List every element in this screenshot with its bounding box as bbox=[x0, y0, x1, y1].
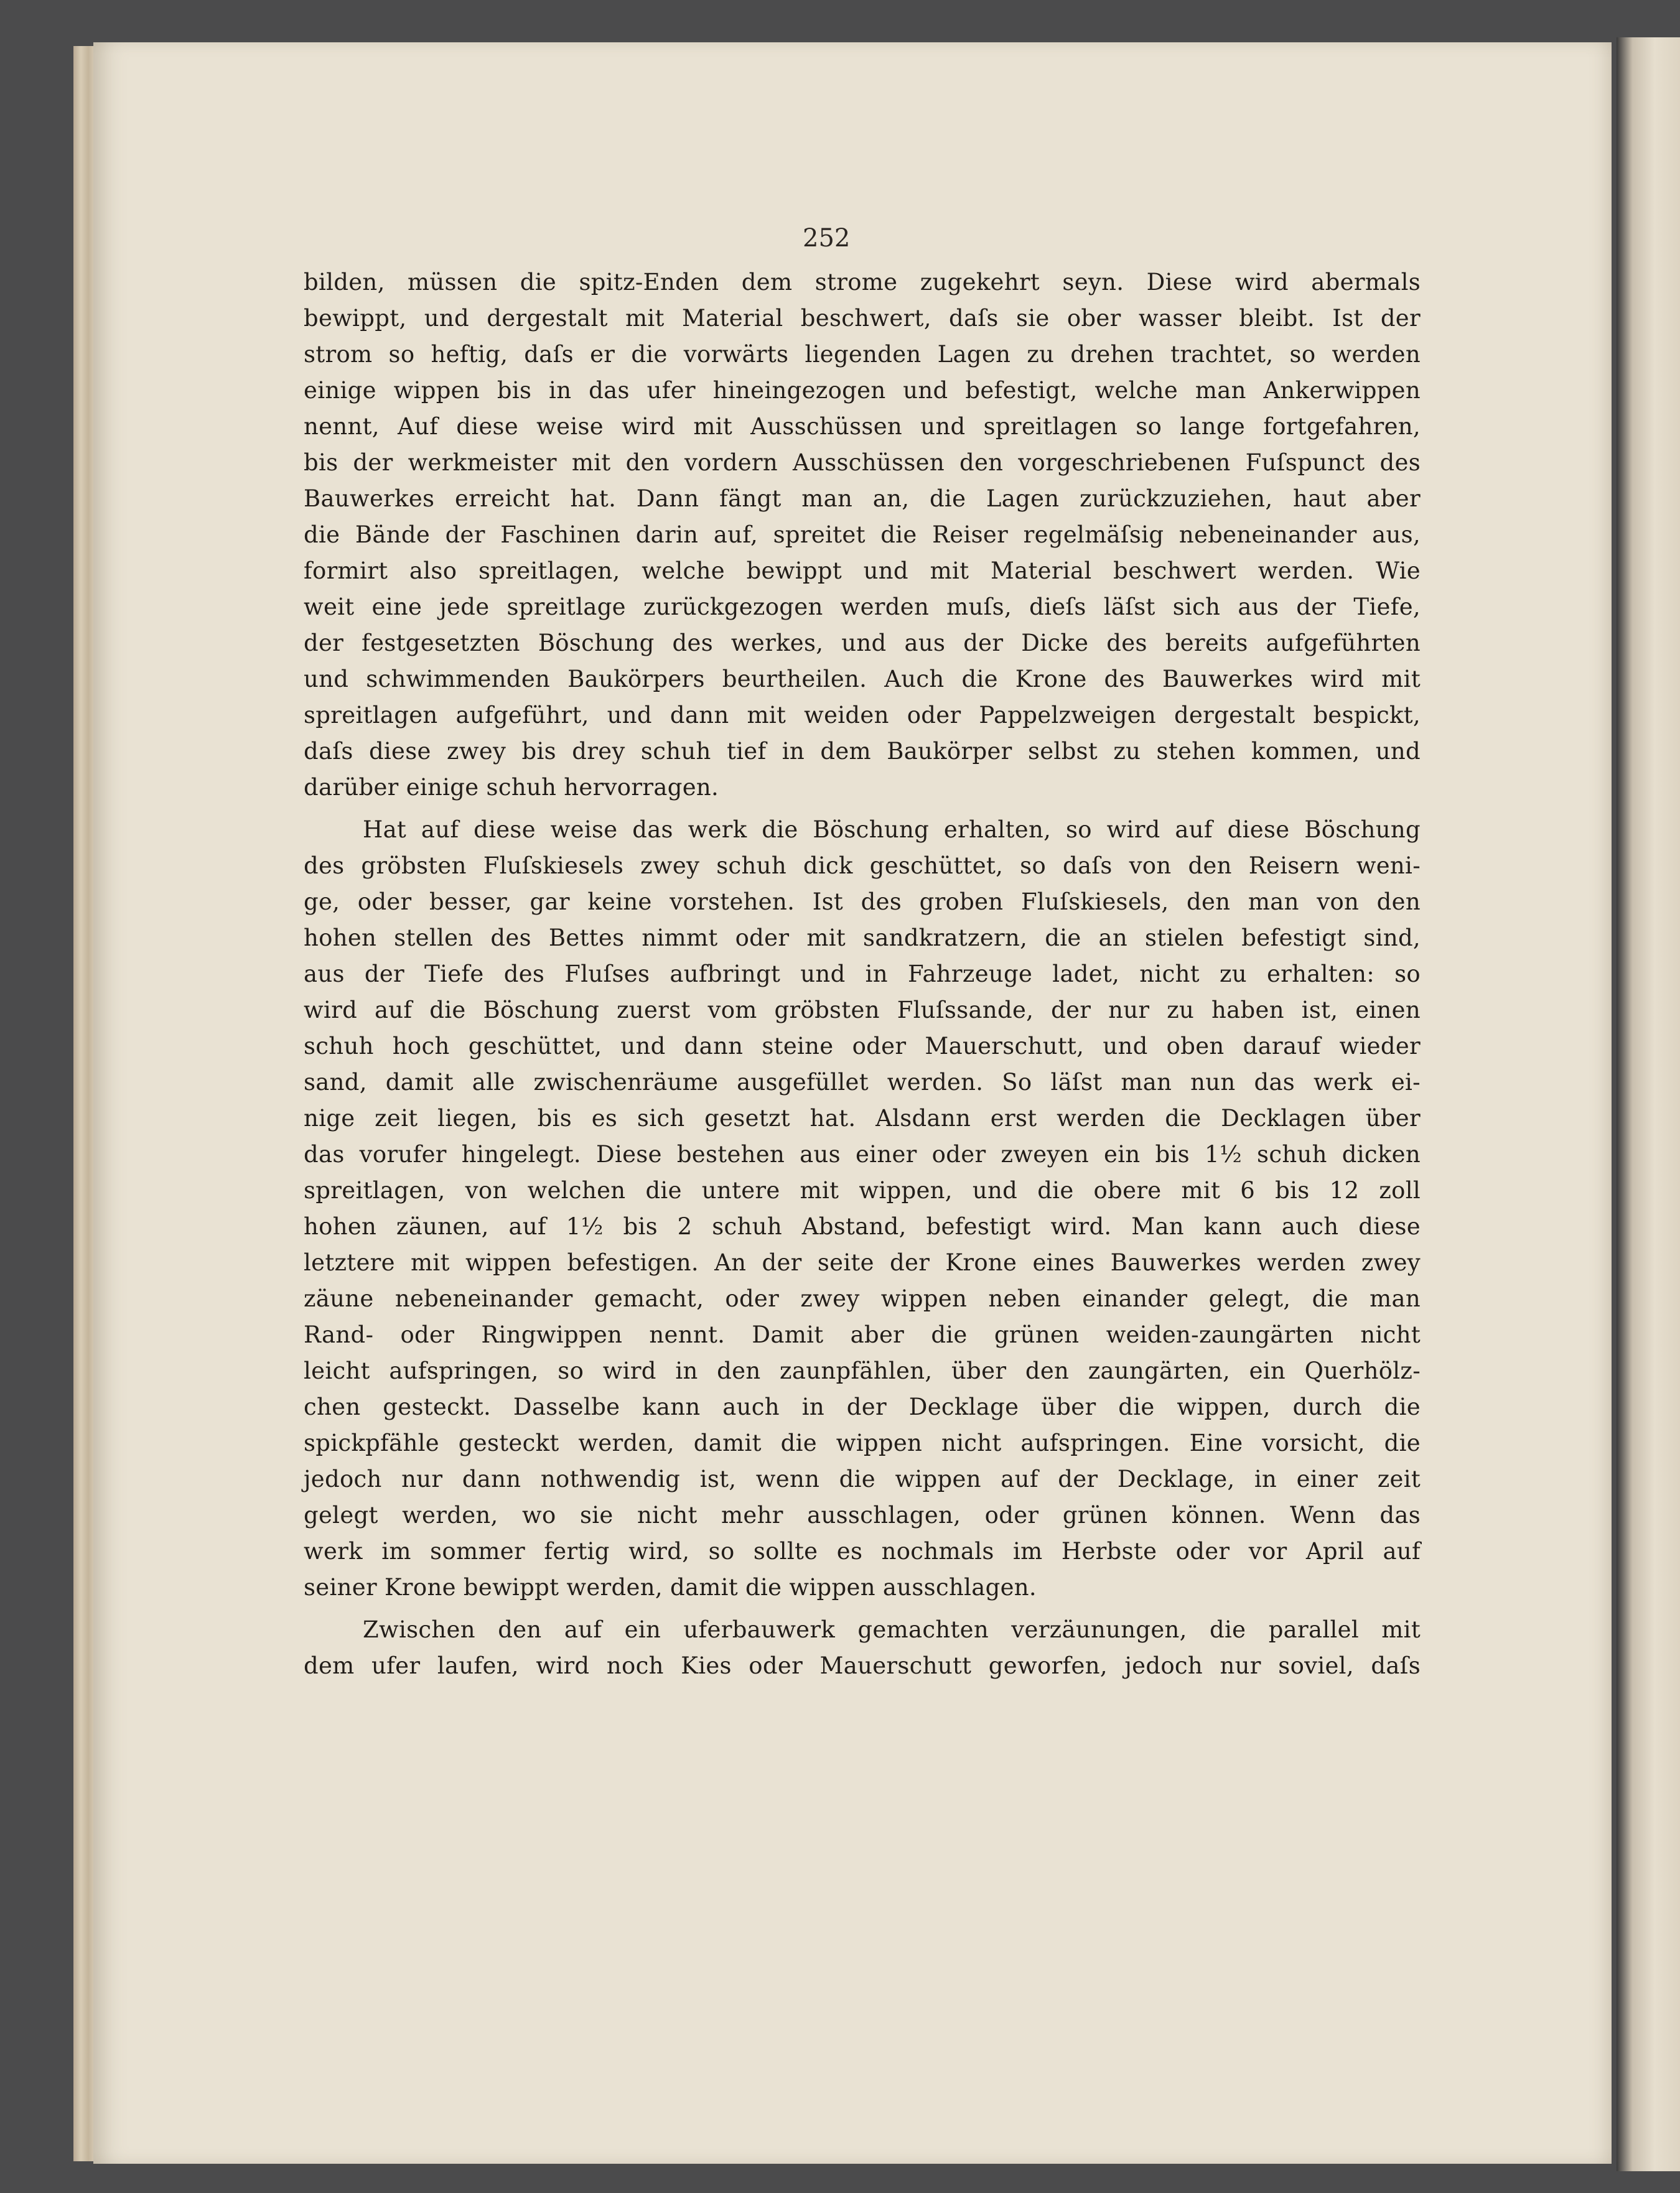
text-line: einige wippen bis in das ufer hineingezogen und befestigt, welche man Ankerwippen bbox=[304, 377, 1421, 404]
text-line: gelegt werden, wo sie nicht mehr ausschlagen, oder grünen können. Wenn das bbox=[304, 1502, 1421, 1529]
text-line: weit eine jede spreitlage zurückgezogen werden muſs, dieſs läſst sich aus der Tiefe, bbox=[304, 594, 1421, 620]
text-line: spreitlagen, von welchen die untere mit wippen, und die obere mit 6 bis 12 zoll bbox=[304, 1177, 1421, 1204]
text-line: daſs diese zwey bis drey schuh tief in dem Baukörper selbst zu stehen kommen, und bbox=[304, 738, 1421, 765]
text-line: leicht aufspringen, so wird in den zaunpfählen, über den zaungärten, ein Querhölz- bbox=[304, 1357, 1421, 1384]
text-line: Zwischen den auf ein uferbauwerk gemachten verzäunungen, die parallel mit bbox=[363, 1616, 1421, 1643]
text-line: schuh hoch geschüttet, und dann steine oder Mauerschutt, und oben darauf wieder bbox=[304, 1033, 1421, 1059]
text-line: nige zeit liegen, bis es sich gesetzt hat. Alsdann erst werden die Decklagen über bbox=[304, 1105, 1421, 1132]
text-line: dem ufer laufen, wird noch Kies oder Mauerschutt geworfen, jedoch nur soviel, daſs bbox=[304, 1652, 1421, 1679]
paragraph-3 bbox=[304, 1612, 1421, 1684]
text-line: formirt also spreitlagen, welche bewippt und mit Material beschwert werden. Wie bbox=[304, 557, 1421, 584]
body-text bbox=[304, 264, 1421, 1684]
text-line: sand, damit alle zwischenräume ausgefüllet werden. So läſst man nun das werk ei- bbox=[304, 1069, 1421, 1096]
text-line: zäune nebeneinander gemacht, oder zwey wippen neben einander gelegt, die man bbox=[304, 1285, 1421, 1312]
paragraph-1 bbox=[304, 264, 1421, 806]
text-line: darüber einige schuh hervorragen. bbox=[304, 774, 719, 801]
paragraph-gap bbox=[304, 1606, 1421, 1612]
text-line: jedoch nur dann nothwendig ist, wenn die wippen auf der Decklage, in einer zeit bbox=[304, 1466, 1421, 1492]
text-line: der festgesetzten Böschung des werkes, und aus der Dicke des bereits aufgeführten bbox=[304, 630, 1421, 656]
text-line: werk im sommer fertig wird, so sollte es nochmals im Herbste oder vor April auf bbox=[304, 1538, 1421, 1565]
text-line: bilden, müssen die spitz-Enden dem strome zugekehrt seyn. Diese wird abermals bbox=[304, 269, 1421, 296]
text-line: strom so heftig, daſs er die vorwärts liegenden Lagen zu drehen trachtet, so werden bbox=[304, 341, 1421, 368]
text-line: hohen stellen des Bettes nimmt oder mit sandkratzern, die an stielen befestigt sind, bbox=[304, 924, 1421, 951]
text-line: letztere mit wippen befestigen. An der seite der Krone eines Bauwerkes werden zwey bbox=[304, 1249, 1421, 1276]
facing-page-edge bbox=[1617, 37, 1680, 2171]
text-line: des gröbsten Fluſskiesels zwey schuh dick geschüttet, so daſs von den Reisern weni- bbox=[304, 852, 1421, 879]
text-line: hohen zäunen, auf 1½ bis 2 schuh Abstand, befestigt wird. Man kann auch diese bbox=[304, 1213, 1421, 1240]
text-line: die Bände der Faschinen darin auf, spreitet die Reiser regelmäſsig nebeneinander aus, bbox=[304, 521, 1421, 548]
text-line: spreitlagen aufgeführt, und dann mit weiden oder Pappelzweigen dergestalt bespickt, bbox=[304, 702, 1421, 729]
text-line: Bauwerkes erreicht hat. Dann fängt man an, die Lagen zurückzuziehen, haut aber bbox=[304, 485, 1421, 512]
paragraph-gap bbox=[304, 806, 1421, 812]
text-line: chen gesteckt. Dasselbe kann auch in der Decklage über die wippen, durch die bbox=[304, 1394, 1421, 1420]
text-line: seiner Krone bewippt werden, damit die wippen ausschlagen. bbox=[304, 1574, 1037, 1601]
paragraph-2 bbox=[304, 812, 1421, 1606]
text-line: Hat auf diese weise das werk die Böschung erhalten, so wird auf diese Böschung bbox=[363, 816, 1421, 843]
text-line: und schwimmenden Baukörpers beurtheilen. Auch die Krone des Bauwerkes wird mit bbox=[304, 666, 1421, 692]
page-number: 252 bbox=[803, 224, 851, 253]
text-line: das vorufer hingelegt. Diese bestehen aus einer oder zweyen ein bis 1½ schuh dicken bbox=[304, 1141, 1421, 1168]
text-line: wird auf die Böschung zuerst vom gröbsten Fluſssande, der nur zu haben ist, einen bbox=[304, 997, 1421, 1023]
text-line: bis der werkmeister mit den vordern Ausschüssen den vorgeschriebenen Fuſspunct des bbox=[304, 449, 1421, 476]
text-line: ge, oder besser, gar keine vorstehen. Ist des groben Fluſskiesels, den man von den bbox=[304, 888, 1421, 915]
text-line: spickpfähle gesteckt werden, damit die wippen nicht aufspringen. Eine vorsicht, die bbox=[304, 1430, 1421, 1456]
text-line: nennt, Auf diese weise wird mit Ausschüssen und spreitlagen so lange fortgefahren, bbox=[304, 413, 1421, 440]
text-line: bewippt, und dergestalt mit Material beschwert, daſs sie ober wasser bleibt. Ist der bbox=[304, 305, 1421, 332]
text-line: Rand- oder Ringwippen nennt. Damit aber die grünen weiden-zaungärten nicht bbox=[304, 1321, 1421, 1348]
text-line: aus der Tiefe des Fluſses aufbringt und in Fahrzeuge ladet, nicht zu erhalten: so bbox=[304, 961, 1421, 987]
